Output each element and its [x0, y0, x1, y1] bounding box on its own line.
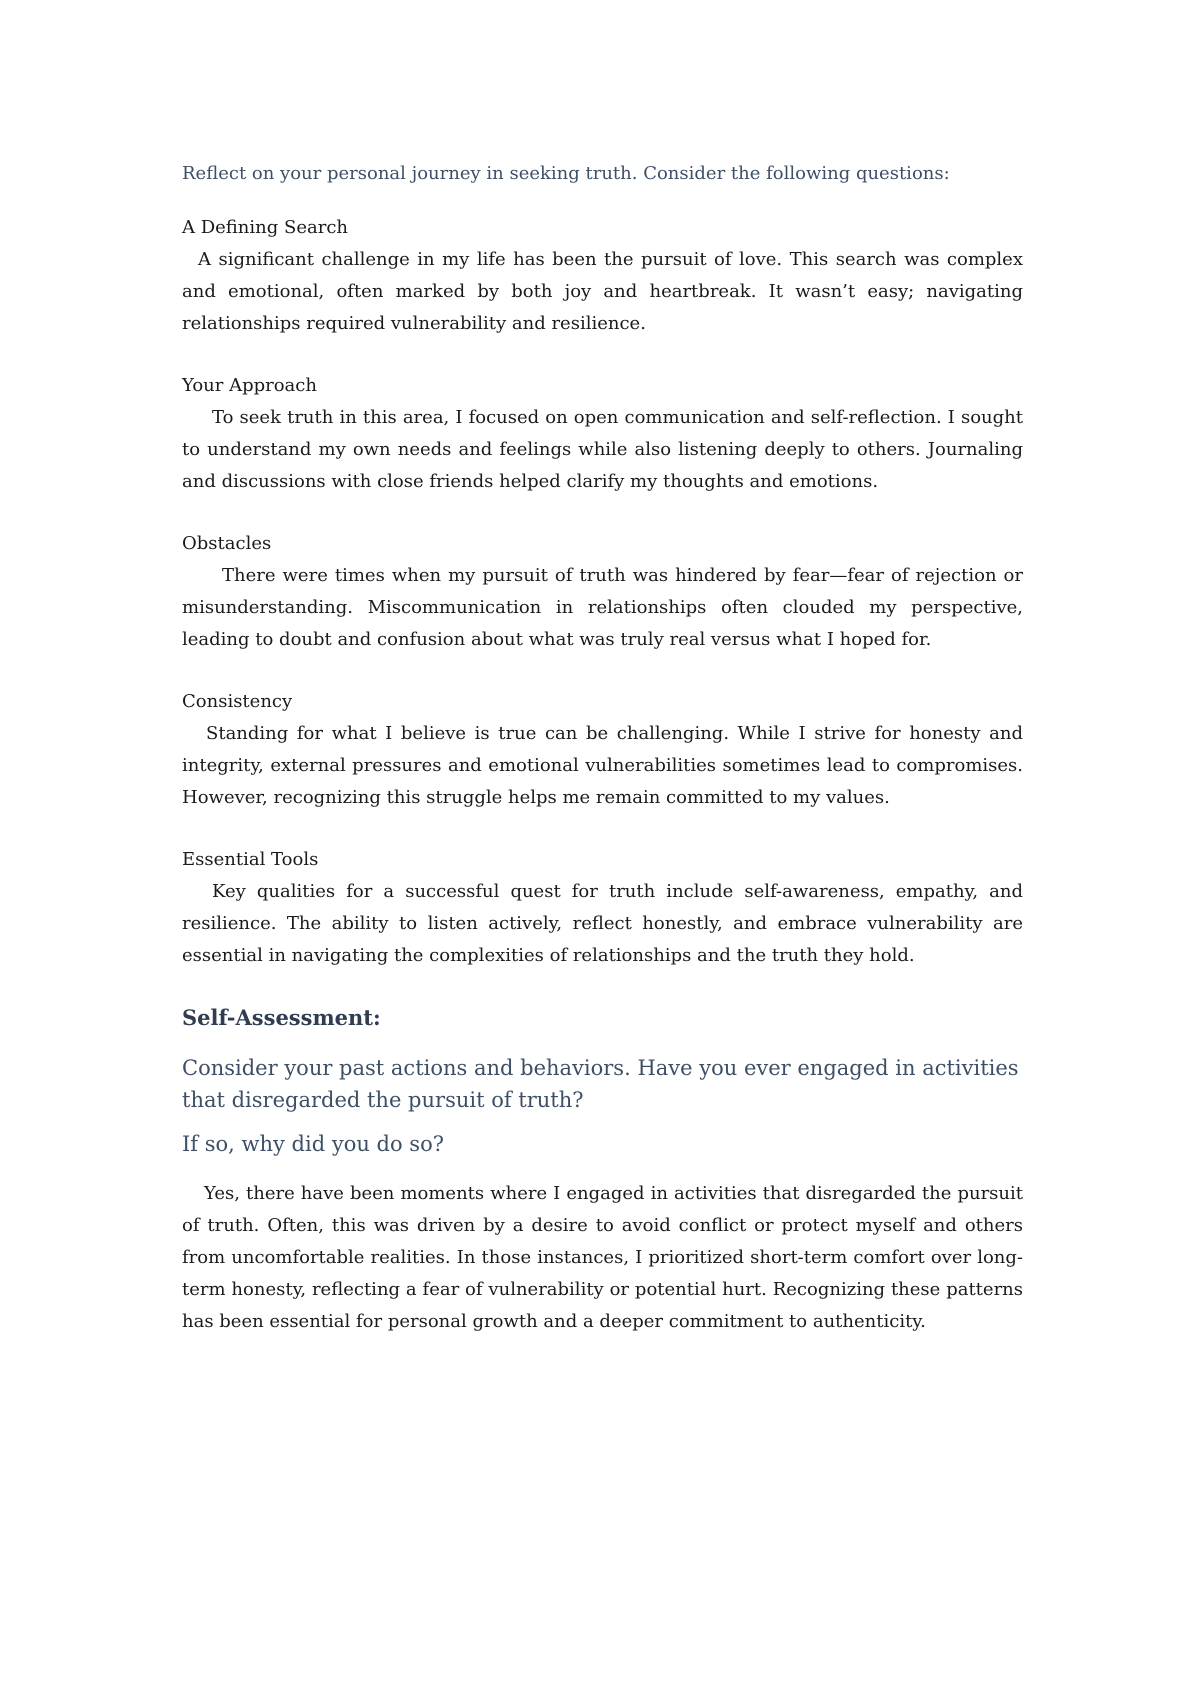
section-essential-tools: [182, 844, 1023, 972]
self-assessment: [182, 1002, 1023, 1338]
section-body: To seek truth in this area, I focused on open communication and self-reflection. I sought to understand my own needs and feelings while also listening deeply to others. Journaling and discussions with close friends helped clarify my thoughts and emotions.: [182, 407, 1023, 492]
section-body: Standing for what I believe is true can be challenging. While I strive for honesty and integrity, external pressures and emotional vulnerabilities sometimes lead to compromises. However, recognizing this struggle helps me remain committed to my values.: [182, 723, 1023, 808]
section-your-approach: [182, 370, 1023, 498]
intro-text: Reflect on your personal journey in seeking truth. Consider the following questions:: [182, 163, 950, 184]
section-consistency: [182, 686, 1023, 814]
section-body: Key qualities for a successful quest for truth include self-awareness, empathy, and resilience. The ability to listen actively, reflect honestly, and embrace vulnerability are essential in navigating the complexities of relationships and the truth they hold.: [182, 881, 1023, 966]
section-obstacles: [182, 528, 1023, 656]
document-page: [182, 158, 1023, 1338]
section-heading: A Defining Search: [182, 217, 348, 238]
section-defining-search: [182, 212, 1023, 340]
section-heading: Consistency: [182, 691, 293, 712]
section-heading: Your Approach: [182, 375, 317, 396]
self-assessment-question: Consider your past actions and behaviors. Have you ever engaged in activities that disregarded the pursuit of truth?: [182, 1056, 1019, 1112]
self-assessment-answer: Yes, there have been moments where I engaged in activities that disregarded the pursuit of truth. Often, this was driven by a desire to avoid conflict or protect myself and others from uncomfortable realities. In those instances, I prioritized short-term comfort over long-term honesty, reflecting a fear of vulnerability or potential hurt. Recognizing these patterns has been essential for personal growth and a deeper commitment to authenticity.: [182, 1183, 1023, 1332]
section-body: There were times when my pursuit of truth was hindered by fear—fear of rejection or misunderstanding. Miscommunication in relationships often clouded my perspective, leading to doubt and confusion about what was truly real versus what I hoped for.: [182, 565, 1023, 650]
self-assessment-heading: Self-Assessment:: [182, 1005, 381, 1030]
section-heading: Obstacles: [182, 533, 272, 554]
self-assessment-followup: If so, why did you do so?: [182, 1132, 444, 1156]
section-heading: Essential Tools: [182, 849, 319, 870]
section-body: A significant challenge in my life has been the pursuit of love. This search was complex and emotional, often marked by both joy and heartbreak. It wasn’t easy; navigating relationships required vulnerability and resilience.: [182, 249, 1023, 334]
